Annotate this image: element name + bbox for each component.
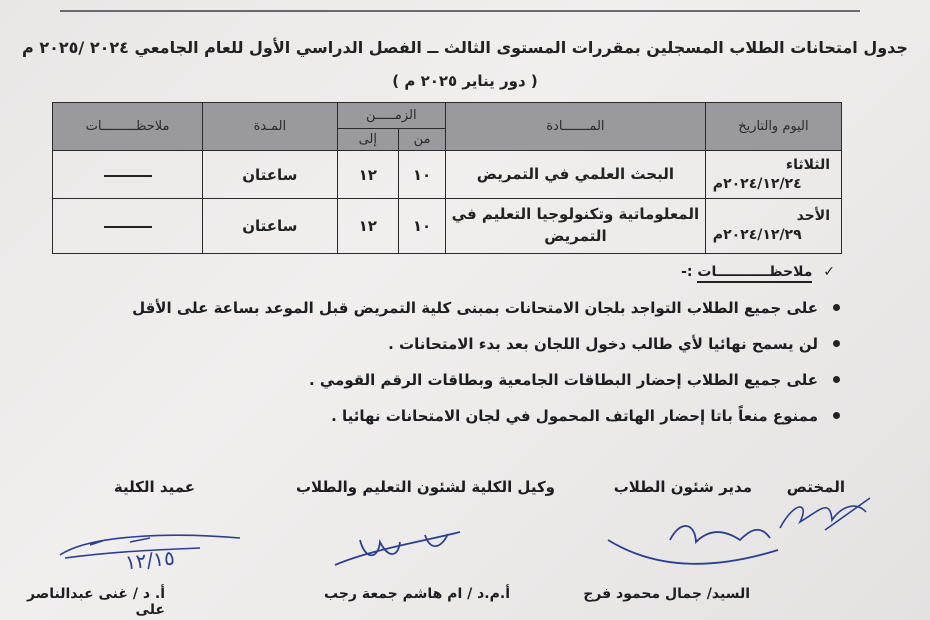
notes-cell <box>53 151 203 199</box>
subject-label-line1: المعلوماتية وتكنولوجيا التعليم في <box>451 205 700 224</box>
header-from: من <box>399 129 446 151</box>
top-divider <box>60 0 860 12</box>
header-notes: ملاحظـــــــــات <box>53 103 203 151</box>
document-subtitle: ( دور يناير ٢٠٢٥ م ) <box>392 72 538 90</box>
list-item <box>60 290 840 326</box>
exam-table <box>52 102 842 254</box>
date-label: ٢٠٢٤/١٢/٢٩م <box>712 227 802 244</box>
note-text: على جميع الطلاب التواجد بلجان الامتحانات بمبنى كلية التمريض قبل الموعد بساعة على الأقل <box>132 299 818 317</box>
note-text: على جميع الطلاب إحضار البطاقات الجامعية وبطاقات الرقم القومي . <box>308 371 818 389</box>
director-name: السيد/ جمال محمود فرج <box>583 586 750 602</box>
from-cell: ١٠ <box>399 199 446 254</box>
list-item <box>60 398 840 434</box>
vice-dean-title: وكيل الكلية لشئون التعليم والطلاب <box>295 478 555 496</box>
subject-cell <box>446 151 706 199</box>
date-label: ٢٠٢٤/١٢/٢٤م <box>712 175 802 192</box>
to-cell: ١٢ <box>337 151 398 199</box>
vice-dean-signature <box>330 520 470 575</box>
duration-cell: ساعتان <box>203 151 337 199</box>
list-item <box>60 362 840 398</box>
to-cell: ١٢ <box>337 199 398 254</box>
bullet-icon <box>833 412 840 419</box>
subject-label-line2: التمريض <box>544 227 607 246</box>
check-icon: ✓ <box>823 264 835 280</box>
header-time: الزمـــــن <box>337 103 445 129</box>
note-text: ممنوع منعاً باتا إحضار الهاتف المحمول في لجان الامتحانات نهائيا . <box>331 407 818 425</box>
header-duration: المـدة <box>203 103 337 151</box>
day-date-cell <box>705 199 841 254</box>
notes-heading-suffix: :- <box>681 264 693 280</box>
notes-heading-label: ملاحظـــــــــــات <box>697 264 812 283</box>
director-title: مدير شئون الطلاب <box>613 478 752 496</box>
list-item <box>60 326 840 362</box>
table-row <box>53 199 842 254</box>
day-date-cell <box>705 151 841 199</box>
day-label: الأحد <box>796 208 830 225</box>
specialist-title: المختص <box>786 478 845 496</box>
bullet-icon <box>833 304 840 311</box>
header-to: إلى <box>337 129 398 151</box>
bullet-icon <box>833 376 840 383</box>
subject-label: البحث العلمي في التمريض <box>476 164 675 183</box>
dean-name: أ. د / غنى عبدالناصر على <box>27 586 165 618</box>
day-label: الثلاثاء <box>785 156 830 173</box>
header-subject: المـــــــادة <box>446 103 706 151</box>
notes-cell <box>53 199 203 254</box>
document-title: جدول امتحانات الطلاب المسجلين بمقررات المستوى الثالث ــ الفصل الدراسي الأول للعام الجامعي ٢٠٢٤ /٢٠٢٥ م <box>22 38 908 57</box>
dean-title: عميد الكلية <box>113 478 195 496</box>
notes-list <box>60 290 840 434</box>
from-cell: ١٠ <box>399 151 446 199</box>
header-day-date: اليوم والتاريخ <box>705 103 841 151</box>
subject-cell <box>446 199 706 254</box>
duration-cell: ساعتان <box>203 199 337 254</box>
director-signature <box>600 510 790 575</box>
empty-dash <box>104 175 152 177</box>
notes-heading <box>681 264 835 280</box>
vice-dean-name: أ.م.د / ام هاشم جمعة رجب <box>324 586 510 602</box>
bullet-icon <box>833 340 840 347</box>
table-row <box>53 151 842 199</box>
empty-dash <box>104 226 152 228</box>
dean-handwritten-date: ١٢/١٥ <box>123 545 176 575</box>
note-text: لن يسمح نهائيا لأي طالب دخول اللجان بعد بدء الامتحانات . <box>388 335 818 353</box>
